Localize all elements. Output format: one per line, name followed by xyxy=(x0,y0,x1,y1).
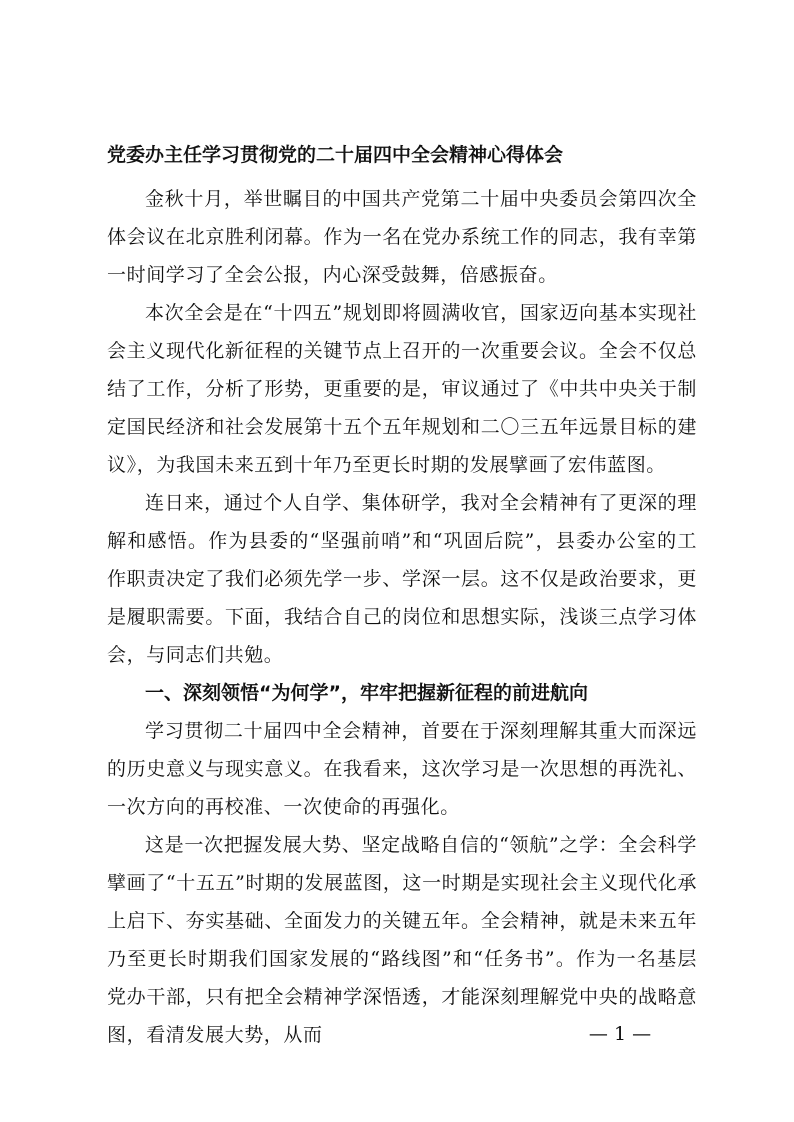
section-paragraph-2: 这是一次把握发展大势、坚定战略自信的“领航”之学：全会科学擘画了“十五五”时期的发展蓝图，这一时期是实现社会主义现代化承上启下、夯实基础、全面发力的关键五年。全会精神，就是未来五年乃至更长时期我们国家发展的“路线图”和“任务书”。作为一名基层党办干部，只有把全会精神学深悟透，才能深刻理解党中央的战略意图，看清发展大势，从而 xyxy=(107,834,697,1046)
body-paragraph-3: 连日来，通过个人自学、集体研学，我对全会精神有了更深的理解和感悟。作为县委的“坚强前哨”和“巩固后院”，县委办公室的工作职责决定了我们必须先学一步、学深一层。这不仅是政治要求，更是履职需要。下面，我结合自己的岗位和思想实际，浅谈三点学习体会，与同志们共勉。 xyxy=(107,492,697,666)
body-paragraph-2: 本次全会是在“十四五”规划即将圆满收官，国家迈向基本实现社会主义现代化新征程的关键节点上召开的一次重要会议。全会不仅总结了工作，分析了形势，更重要的是，审议通过了《中共中央关于制定国民经济和社会发展第十五个五年规划和二〇三五年远景目标的建议》，为我国未来五到十年乃至更长时期的发展擘画了宏伟蓝图。 xyxy=(107,302,697,476)
page-number: — 1 — xyxy=(588,1023,652,1045)
document-title: 党委办主任学习贯彻党的二十届四中全会精神心得体会 xyxy=(107,144,564,166)
section-heading-1: 一、深刻领悟“为何学”，牢牢把握新征程的前进航向 xyxy=(145,682,588,704)
document-body xyxy=(107,180,697,1054)
body-paragraph-1: 金秋十月，举世瞩目的中国共产党第二十届中央委员会第四次全体会议在北京胜利闭幕。作为一名在党办系统工作的同志，我有幸第一时间学习了全会公报，内心深受鼓舞，倍感振奋。 xyxy=(107,188,697,286)
section-paragraph-1: 学习贯彻二十届四中全会精神，首要在于深刻理解其重大而深远的历史意义与现实意义。在我看来，这次学习是一次思想的再洗礼、一次方向的再校准、一次使命的再强化。 xyxy=(107,720,697,818)
